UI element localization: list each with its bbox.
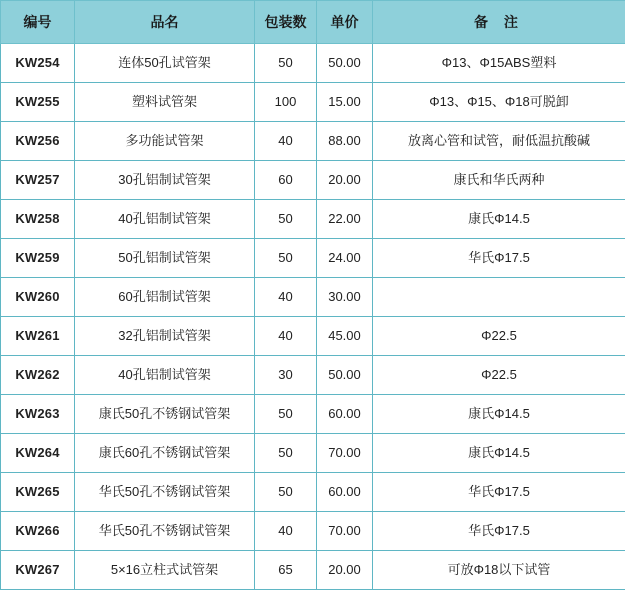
table-row bbox=[1, 512, 625, 551]
table-row bbox=[1, 317, 625, 356]
cell-code: KW266 bbox=[1, 512, 75, 551]
cell-remark: 可放Φ18以下试管 bbox=[373, 551, 625, 590]
cell-pack: 40 bbox=[255, 512, 317, 551]
table-row bbox=[1, 473, 625, 512]
cell-price: 60.00 bbox=[317, 473, 373, 512]
column-header-name: 品名 bbox=[75, 1, 255, 44]
cell-price: 50.00 bbox=[317, 356, 373, 395]
cell-remark: 康氏Φ14.5 bbox=[373, 434, 625, 473]
cell-remark bbox=[373, 278, 625, 317]
cell-name: 华氏50孔不锈钢试管架 bbox=[75, 512, 255, 551]
table-row bbox=[1, 278, 625, 317]
cell-pack: 40 bbox=[255, 317, 317, 356]
cell-name: 32孔铝制试管架 bbox=[75, 317, 255, 356]
cell-pack: 50 bbox=[255, 200, 317, 239]
cell-code: KW260 bbox=[1, 278, 75, 317]
cell-remark: 康氏Φ14.5 bbox=[373, 200, 625, 239]
cell-pack: 40 bbox=[255, 122, 317, 161]
cell-remark: 康氏和华氏两种 bbox=[373, 161, 625, 200]
cell-name: 康氏50孔不锈钢试管架 bbox=[75, 395, 255, 434]
cell-name: 连体50孔试管架 bbox=[75, 44, 255, 83]
cell-name: 60孔铝制试管架 bbox=[75, 278, 255, 317]
column-header-remark: 备 注 bbox=[373, 1, 625, 44]
table-row bbox=[1, 122, 625, 161]
table-row bbox=[1, 200, 625, 239]
table-row bbox=[1, 239, 625, 278]
cell-price: 50.00 bbox=[317, 44, 373, 83]
cell-pack: 65 bbox=[255, 551, 317, 590]
cell-remark: 华氏Φ17.5 bbox=[373, 473, 625, 512]
table-row bbox=[1, 356, 625, 395]
table-row bbox=[1, 83, 625, 122]
table-row bbox=[1, 434, 625, 473]
cell-code: KW265 bbox=[1, 473, 75, 512]
cell-price: 20.00 bbox=[317, 551, 373, 590]
cell-code: KW263 bbox=[1, 395, 75, 434]
cell-price: 88.00 bbox=[317, 122, 373, 161]
table-body bbox=[1, 44, 625, 590]
cell-price: 24.00 bbox=[317, 239, 373, 278]
cell-remark: Φ22.5 bbox=[373, 356, 625, 395]
cell-pack: 40 bbox=[255, 278, 317, 317]
cell-remark: 放离心管和试管，耐低温抗酸碱 bbox=[373, 122, 625, 161]
table-row bbox=[1, 551, 625, 590]
cell-code: KW259 bbox=[1, 239, 75, 278]
cell-pack: 50 bbox=[255, 434, 317, 473]
cell-name: 华氏50孔不锈钢试管架 bbox=[75, 473, 255, 512]
cell-price: 30.00 bbox=[317, 278, 373, 317]
cell-pack: 50 bbox=[255, 44, 317, 83]
cell-code: KW256 bbox=[1, 122, 75, 161]
table-row bbox=[1, 395, 625, 434]
cell-price: 20.00 bbox=[317, 161, 373, 200]
cell-remark: 华氏Φ17.5 bbox=[373, 512, 625, 551]
cell-remark: Φ22.5 bbox=[373, 317, 625, 356]
column-header-code: 编号 bbox=[1, 1, 75, 44]
cell-price: 60.00 bbox=[317, 395, 373, 434]
cell-name: 塑料试管架 bbox=[75, 83, 255, 122]
column-header-pack: 包装数 bbox=[255, 1, 317, 44]
cell-price: 15.00 bbox=[317, 83, 373, 122]
cell-pack: 100 bbox=[255, 83, 317, 122]
cell-pack: 50 bbox=[255, 395, 317, 434]
cell-code: KW267 bbox=[1, 551, 75, 590]
cell-name: 康氏60孔不锈钢试管架 bbox=[75, 434, 255, 473]
cell-pack: 60 bbox=[255, 161, 317, 200]
table-row bbox=[1, 161, 625, 200]
table-header bbox=[1, 1, 625, 44]
cell-name: 50孔铝制试管架 bbox=[75, 239, 255, 278]
column-header-price: 单价 bbox=[317, 1, 373, 44]
cell-name: 多功能试管架 bbox=[75, 122, 255, 161]
cell-remark: Φ13、Φ15、Φ18可脱卸 bbox=[373, 83, 625, 122]
cell-remark: 华氏Φ17.5 bbox=[373, 239, 625, 278]
cell-price: 45.00 bbox=[317, 317, 373, 356]
cell-name: 40孔铝制试管架 bbox=[75, 200, 255, 239]
cell-code: KW261 bbox=[1, 317, 75, 356]
cell-price: 22.00 bbox=[317, 200, 373, 239]
cell-code: KW264 bbox=[1, 434, 75, 473]
cell-code: KW258 bbox=[1, 200, 75, 239]
cell-remark: 康氏Φ14.5 bbox=[373, 395, 625, 434]
cell-name: 30孔铝制试管架 bbox=[75, 161, 255, 200]
cell-price: 70.00 bbox=[317, 512, 373, 551]
cell-pack: 30 bbox=[255, 356, 317, 395]
cell-pack: 50 bbox=[255, 473, 317, 512]
cell-name: 40孔铝制试管架 bbox=[75, 356, 255, 395]
cell-name: 5×16立柱式试管架 bbox=[75, 551, 255, 590]
cell-remark: Φ13、Φ15ABS塑料 bbox=[373, 44, 625, 83]
table-header-row bbox=[1, 1, 625, 44]
cell-code: KW257 bbox=[1, 161, 75, 200]
table-row bbox=[1, 44, 625, 83]
cell-code: KW262 bbox=[1, 356, 75, 395]
cell-pack: 50 bbox=[255, 239, 317, 278]
cell-code: KW254 bbox=[1, 44, 75, 83]
cell-price: 70.00 bbox=[317, 434, 373, 473]
cell-code: KW255 bbox=[1, 83, 75, 122]
